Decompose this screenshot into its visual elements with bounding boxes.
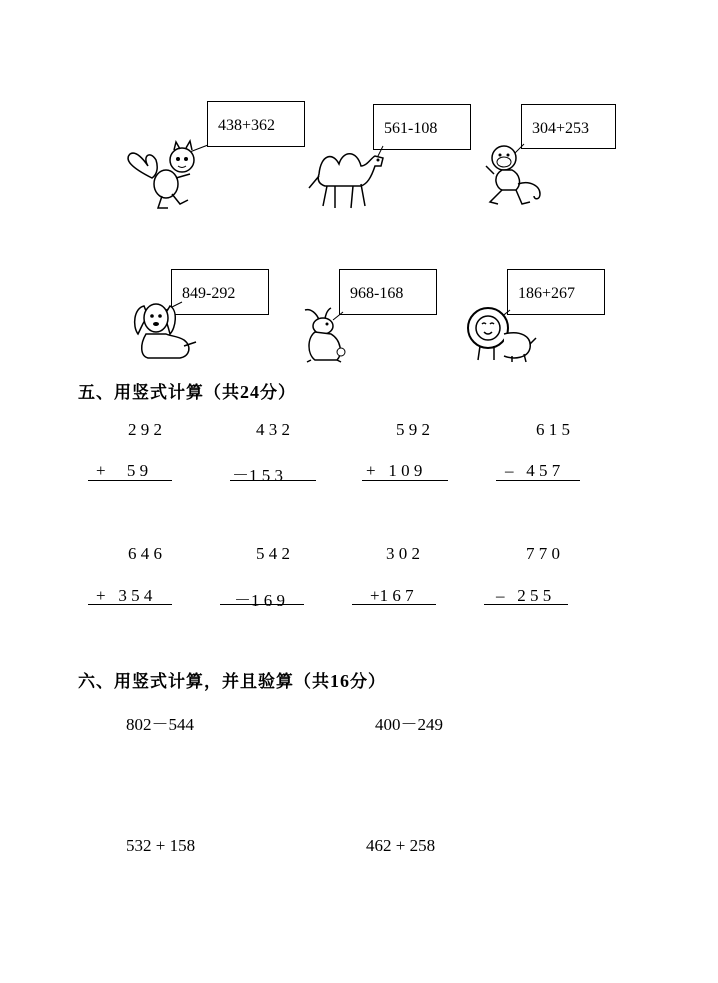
camel-icon <box>305 144 405 212</box>
section-five-points: 24 <box>240 382 260 402</box>
check-problem: 462 + 258 <box>366 836 436 855</box>
check-problem: 400－249 <box>375 715 443 734</box>
section-six-title: 六、用竖式计算，并且验算（共 <box>78 672 330 692</box>
section-five-suffix: 分） <box>260 383 296 403</box>
answer-line <box>88 604 172 605</box>
squirrel-icon <box>122 138 222 213</box>
section-five-title: 五、用竖式计算（共 <box>78 383 240 403</box>
answer-line <box>362 480 448 481</box>
answer-line <box>88 480 172 481</box>
bubble-expression: 968-168 <box>350 285 404 302</box>
vertical-problem-bottom: + 1 0 9 <box>366 461 423 480</box>
answer-line <box>230 480 316 481</box>
vertical-problem-bottom: －1 6 9 <box>234 591 285 610</box>
answer-line <box>484 604 568 605</box>
answer-line <box>352 604 436 605</box>
vertical-problem-top: 2 9 2 <box>128 420 162 439</box>
section-six-heading <box>78 667 386 692</box>
vertical-problem-bottom: +1 6 7 <box>370 586 414 605</box>
bubble-expression: 438+362 <box>218 117 276 134</box>
vertical-problem-bottom: – 4 5 7 <box>505 461 561 480</box>
vertical-problem-top: 3 0 2 <box>386 544 420 563</box>
bubble-expression: 561-108 <box>384 120 438 137</box>
vertical-problem-top: 6 4 6 <box>128 544 162 563</box>
vertical-problem-top: 5 4 2 <box>256 544 290 563</box>
vertical-problem-bottom: – 2 5 5 <box>496 586 552 605</box>
monkey-icon <box>482 140 546 210</box>
bubble-expression: 304+253 <box>532 120 590 137</box>
vertical-problem-bottom: + 3 5 4 <box>96 586 153 605</box>
answer-line <box>220 604 304 605</box>
section-five-heading <box>78 378 296 403</box>
vertical-problem-top: 7 7 0 <box>526 544 560 563</box>
vertical-problem-bottom: + 5 9 <box>96 461 149 480</box>
answer-line <box>496 480 580 481</box>
bubble-expression: 849-292 <box>182 285 236 302</box>
rabbit-icon <box>297 304 355 364</box>
dog-icon <box>130 296 202 362</box>
vertical-problem-top: 6 1 5 <box>536 420 570 439</box>
bubble-expression: 186+267 <box>518 285 576 302</box>
vertical-problem-top: 5 9 2 <box>396 420 430 439</box>
section-six-points: 16 <box>330 671 350 691</box>
check-problem: 532 + 158 <box>126 836 196 855</box>
section-six-suffix: 分） <box>350 672 386 692</box>
vertical-problem-bottom: －1 5 3 <box>232 466 283 485</box>
lion-icon <box>464 304 538 364</box>
vertical-problem-top: 4 3 2 <box>256 420 290 439</box>
check-problem: 802－544 <box>126 715 194 734</box>
